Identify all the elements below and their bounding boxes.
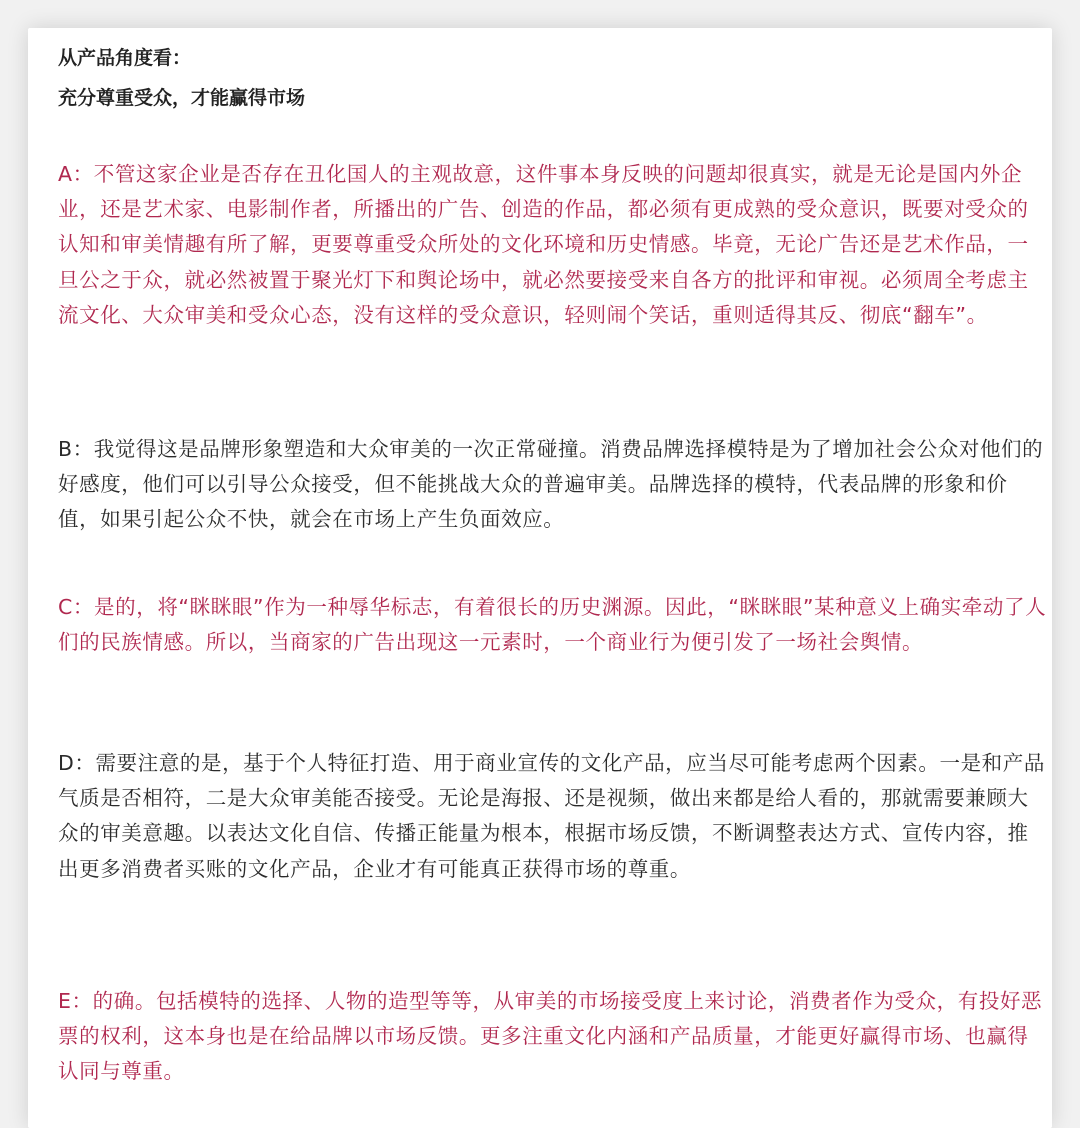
section-heading: 从产品角度看：	[58, 47, 192, 69]
paragraph-a: A：不管这家企业是否存在丑化国人的主观故意，这件事本身反映的问题却很真实，就是无论是国内外企业，还是艺术家、电影制作者，所播出的广告、创造的作品，都必须有更成熟的受众意识，既要对受众的认知和审美情趣有所了解，更要尊重受众所处的文化环境和历史情感。毕竟，无论广告还是艺术作品，一旦公之于众，就必然被置于聚光灯下和舆论场中，就必然要接受来自各方的批评和审视。必须周全考虑主流文化、大众审美和受众心态，没有这样的受众意识，轻则闹个笑话，重则适得其反、彻底“翻车”。	[58, 162, 1029, 327]
paragraph-d: D：需要注意的是，基于个人特征打造、用于商业宣传的文化产品，应当尽可能考虑两个因素。一是和产品气质是否相符，二是大众审美能否接受。无论是海报、还是视频，做出来都是给人看的，那就需要兼顾大众的审美意趣。以表达文化自信、传播正能量为根本，根据市场反馈，不断调整表达方式、宣传内容，推出更多消费者买账的文化产品，企业才有可能真正获得市场的尊重。	[58, 751, 1045, 881]
paragraph-b: B：我觉得这是品牌形象塑造和大众审美的一次正常碰撞。消费品牌选择模特是为了增加社会公众对他们的好感度，他们可以引导公众接受，但不能挑战大众的普遍审美。品牌选择的模特，代表品牌的形象和价值，如果引起公众不快，就会在市场上产生负面效应。	[58, 437, 1044, 532]
paragraph-c: C：是的，将“眯眯眼”作为一种辱华标志，有着很长的历史渊源。因此，“眯眯眼”某种意义上确实牵动了人们的民族情感。所以，当商家的广告出现这一元素时，一个商业行为便引发了一场社会舆情。	[58, 595, 1047, 655]
paragraph-e: E：的确。包括模特的选择、人物的造型等等，从审美的市场接受度上来讨论，消费者作为受众，有投好恶票的权利，这本身也是在给品牌以市场反馈。更多注重文化内涵和产品质量，才能更好赢得市场、也赢得认同与尊重。	[58, 989, 1043, 1084]
section-subheading: 充分尊重受众，才能赢得市场	[58, 87, 306, 109]
